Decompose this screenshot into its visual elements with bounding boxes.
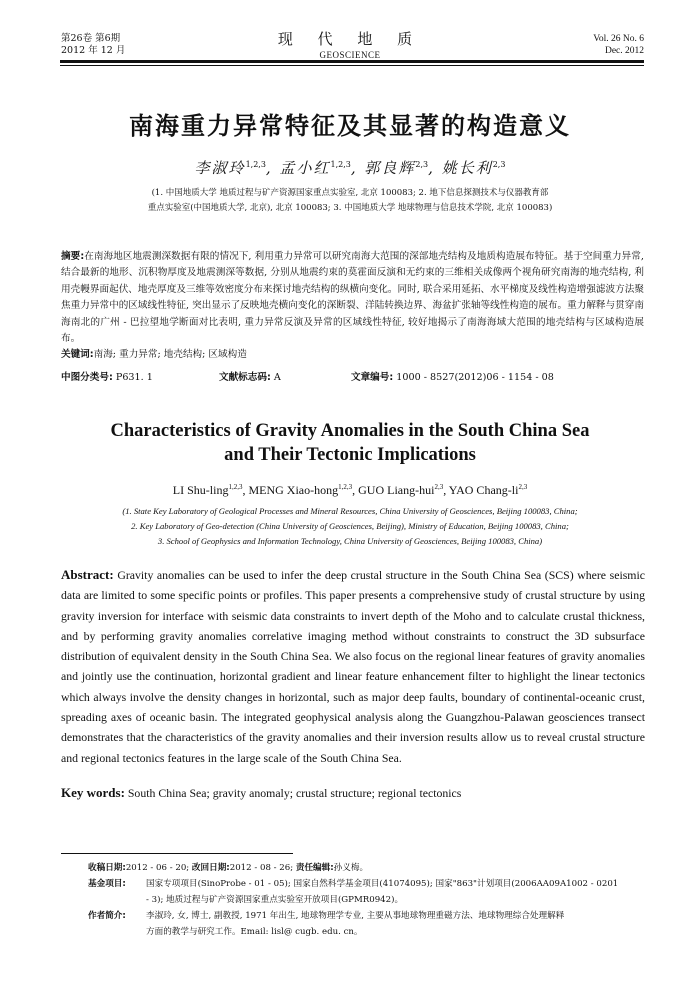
- author-bio-label: 作者简介:: [88, 911, 126, 921]
- editor-name: 孙义梅。: [333, 863, 369, 873]
- author-bio-line: 李淑玲, 女, 博士, 副教授, 1971 年出生, 地球物理学专业, 主要从事地球物理重磁方法、地球物理综合处理解释: [146, 911, 565, 921]
- author-name-en: MENG Xiao-hong: [248, 483, 339, 497]
- author-bio-line: 方面的教学与研究工作。Email: lisl@ cugb. edu. cn。: [146, 927, 363, 937]
- paper-title-en: [0, 419, 700, 467]
- abstract-en: [61, 565, 645, 768]
- author-list-cn: 李淑玲$^{1,2,3}$, 孟小红$^{1,2,3}$, 郭良辉$^{2,3}$, 姚长利$^{2,3}$: [194, 159, 506, 177]
- article-no-item: [351, 370, 554, 386]
- footnote-author-bio: [88, 908, 648, 940]
- paper-title-cn: 南海重力异常特征及其显著的构造意义: [129, 112, 571, 140]
- keywords-en-label: Key words:: [61, 785, 125, 800]
- doc-code-label: 文献标志码:: [219, 372, 271, 383]
- author-affil-sup: 1,2,3: [245, 160, 266, 169]
- classification-item: [61, 370, 153, 386]
- footnote-fund: [88, 876, 648, 908]
- doc-code-value: A: [273, 372, 281, 383]
- keywords-cn-text: 南海; 重力异常; 地壳结构; 区域构造: [93, 349, 247, 361]
- paper-title-en-line: and Their Tectonic Implications: [224, 445, 476, 465]
- classification-value: P631. 1: [115, 372, 153, 383]
- fund-line: - 3); 地质过程与矿产资源国家重点实验室开放项目(GPMR0942)。: [146, 895, 404, 905]
- author-name-cn: 郭良辉: [364, 159, 416, 177]
- author-name-cn: 李淑玲: [194, 159, 246, 177]
- author-affil-sup: 2,3: [492, 160, 506, 169]
- author-name-en: GUO Liang-hui: [358, 483, 435, 497]
- author-affil-sup: 2,3: [518, 483, 528, 491]
- affiliations-en: [60, 504, 640, 549]
- revised-date: 2012 - 08 - 26;: [229, 863, 294, 873]
- affiliation-line: 3. School of Geophysics and Information Technology, China University of Geosciences, Beijing 100083, China): [157, 536, 543, 546]
- affiliation-line: 2. Key Laboratory of Geo-detection (China University of Geosciences, Beijing), Ministry of Education, Beijing 100083, China;: [131, 521, 569, 531]
- editor-label: 责任编辑:: [295, 863, 334, 873]
- author-name-en: LI Shu-ling: [172, 483, 229, 497]
- received-label: 收稿日期:: [88, 863, 126, 873]
- journal-name-en: GEOSCIENCE: [319, 50, 381, 60]
- paper-title-en-line: Characteristics of Gravity Anomalies in the South China Sea: [110, 421, 590, 441]
- journal-name-cn: 现 代 地 质: [277, 30, 423, 48]
- doc-code-item: [219, 370, 281, 386]
- header-volume-cn: 第26卷 第6期: [61, 33, 121, 44]
- keywords-cn-label: 关键词:: [61, 349, 94, 361]
- author-affil-sup: 1,2,3: [330, 160, 351, 169]
- author-list-en: LI Shu-ling$^{1,2,3}$, MENG Xiao-hong$^{1,2,3}$, GUO Liang-hui$^{2,3}$, YAO Chang-li$^{2,3}$: [172, 483, 528, 497]
- keywords-en-text: South China Sea; gravity anomaly; crustal structure; regional tectonics: [127, 786, 462, 800]
- header-volume-en-block: [593, 33, 644, 57]
- header-volume-en: Vol. 26 No. 6: [593, 34, 644, 44]
- affiliation-line: (1. State Key Laboratory of Geological Processes and Mineral Resources, China University of Geosciences, Beijing 100083, China;: [122, 506, 578, 516]
- fund-line: 国家专项项目(SinoProbe - 01 - 05); 国家自然科学基金项目(41074095); 国家"863"计划项目(2006AA09A1002 - 0201: [146, 879, 619, 889]
- abstract-cn-label: 摘要:: [61, 251, 85, 262]
- abstract-en-label: Abstract:: [61, 567, 114, 582]
- article-no-value: 1000 - 8527(2012)06 - 1154 - 08: [396, 372, 554, 383]
- received-date: 2012 - 06 - 20;: [125, 863, 190, 873]
- author-name-en: YAO Chang-li: [448, 483, 519, 497]
- affiliation-line: 重点实验室(中国地质大学, 北京), 北京 100083; 3. 中国地质大学 地球物理与信息技术学院, 北京 100083): [147, 203, 553, 213]
- footnote: [88, 860, 648, 940]
- author-name-cn: 姚长利: [441, 159, 493, 177]
- keywords-en: [61, 785, 645, 801]
- author-affil-sup: 1,2,3: [338, 483, 353, 491]
- article-no-label: 文章编号:: [351, 372, 394, 383]
- footnote-dates: [88, 860, 648, 876]
- abstract-cn: [61, 249, 644, 364]
- fund-label: 基金项目:: [88, 879, 126, 889]
- author-affil-sup: 1,2,3: [228, 483, 243, 491]
- author-affil-sup: 2,3: [434, 483, 444, 491]
- header-date-cn: 2012 年 12 月: [61, 45, 126, 56]
- affiliations-cn: [70, 186, 630, 216]
- footnote-rule: [61, 853, 293, 854]
- classification-label: 中图分类号:: [61, 372, 113, 383]
- affiliation-line: (1. 中国地质大学 地质过程与矿产资源国家重点实验室, 北京 100083; 2. 地下信息探测技术与仪器教育部: [151, 188, 549, 198]
- revised-label: 改回日期:: [191, 863, 230, 873]
- header-rule-thick: [60, 60, 644, 63]
- header-date-en: Dec. 2012: [604, 46, 644, 56]
- author-name-cn: 孟小红: [279, 159, 331, 177]
- author-affil-sup: 2,3: [415, 160, 429, 169]
- abstract-en-text: Gravity anomalies can be used to infer the deep crustal structure in the South China Sea (SCS) where seismic data are limited to some specific points or profiles. This paper presents a comprehensive study of crustal structure by using gravity inversion for interface with seismic data constraints to invert depth of the Moho and to calculate crustal thickness, and by performing gravity anomalies correlative imaging method without constraints to construct the 3D subsurface distribution of equivalent density in the South China Sea. We also focus on the regional linear features of gravity anomalies and jointly use the continuation, horizontal gradient and linear feature enhancement filter to highlight the linear tectonics which always involve the density changes in horizontal, such as major deep faults, boundary of continental-oceanic crust, spreading axes of oceanic basin. The integrated geophysical analysis along the Guangzhou-Palawan geosciences transect demonstrates that the characteristics of the gravity anomalies and their inversion results allow us to reveal crustal structure and regional tectonics features in the large scale of the South China Sea.: [61, 568, 645, 765]
- header-rule-thin: [60, 65, 644, 66]
- abstract-cn-text: 在南海地区地震测深数据有限的情况下, 利用重力异常可以研究南海大范围的深部地壳结构及地质构造展布特征。基于空间重力异常, 结合最新的地形、沉积物厚度及地震测深等数据, 分别从地震约束的莫霍面反演和无约束的三维相关成像两个视角研究南海的地壳结构, 利用壳幔界面起伏、地壳厚度及三维等效密度分布来探讨地壳结构的纵横向变化。同时, 联合采用延拓、水平梯度及线性构造增强滤波方法聚焦重力异常中的区域线性特征, 突出显示了反映地壳横向变化的深断裂、洋陆转换边界、海盆扩张轴等线性构造的展布。重力解释与贯穿南海南北的广州 - 巴拉望地学断面对比表明, 重力异常反演及异常的区域线性特征, 较好地揭示了南海海域大范围的地壳结构与区域构造展布。: [61, 251, 644, 345]
